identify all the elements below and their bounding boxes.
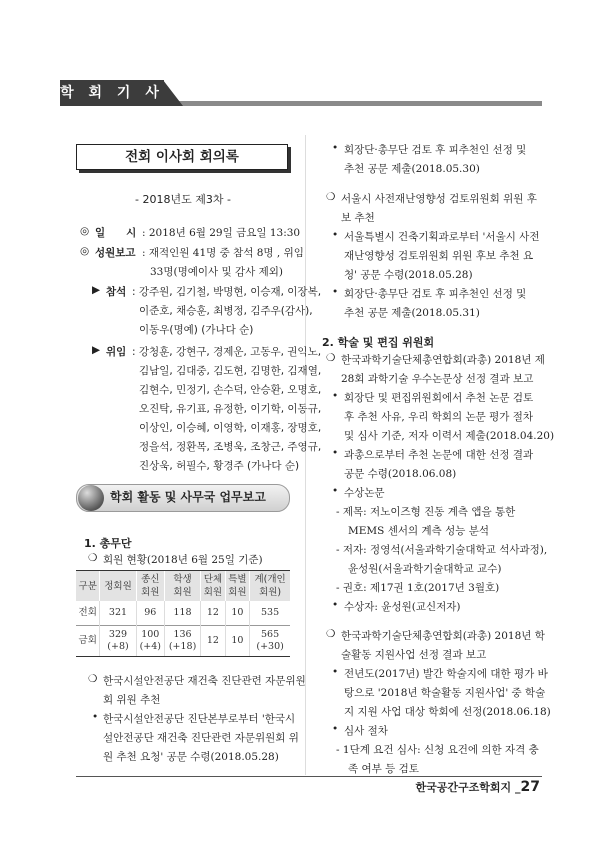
proxy-line: 이상인, 이승혜, 이영학, 이재홍, 장명호,: [139, 422, 322, 434]
table-cell: 118: [165, 601, 201, 626]
sphere-icon: [78, 485, 104, 511]
open-circle-icon: ❍: [326, 628, 336, 640]
date-label: 일 시: [95, 227, 137, 239]
general-heading: 1. 총무단: [84, 537, 132, 550]
table-header: 정회원: [100, 571, 136, 602]
date-value: : 2018년 6월 29일 금요일 13:30: [142, 227, 301, 239]
proxy-line: : 강청훈, 강현구, 경제운, 고동우, 권익노,: [132, 346, 322, 358]
item-text: 술활동 지원사업 선정 결과 보고: [341, 649, 487, 661]
table-header: 계(개인 회원): [250, 571, 290, 602]
table-cell: 12: [201, 601, 226, 626]
item-text: 수상논문: [344, 487, 385, 499]
item-text: 회장단·총무단 검토 후 피추천인 선정 및: [344, 144, 527, 156]
open-circle-icon: ❍: [88, 673, 98, 685]
proxy-label: 위임: [106, 346, 127, 358]
triangle-icon: ▶: [92, 284, 101, 296]
item-text: 공문 수령(2018.06.08): [344, 468, 457, 480]
academic-heading: 2. 학술 및 편집 위원회: [322, 336, 435, 349]
table-cell: 329 (+8): [100, 626, 136, 657]
section-title: 학 회 기 사: [60, 85, 164, 101]
item-text: - 제목: 저노이즈형 진동 계측 앱을 통한: [336, 506, 516, 518]
item-text: 회장단 및 편집위원회에서 추천 논문 검토: [344, 392, 534, 404]
table-cell: 10: [225, 626, 250, 657]
proxy-line: 김현수, 민정기, 손수덕, 안승환, 오명호,: [139, 384, 322, 396]
attend-line: 이동우(명예) (가나다 순): [139, 324, 254, 336]
header-tab-slant: [163, 80, 183, 106]
item-text: 윤성원(서울과학기술대학교 교수): [348, 563, 502, 575]
item-text: 서울특별시 건축기획과로부터 '서울시 사전: [344, 231, 540, 243]
table-cell: 금회: [76, 626, 100, 657]
table-header-row: [76, 571, 290, 602]
table-header: 단체 회원: [201, 571, 226, 602]
item-text: - 저자: 정영석(서울과학기술대학교 석사과정),: [336, 544, 548, 556]
item-text: 수상자: 윤성원(교신저자): [344, 601, 461, 613]
item-text: - 권호: 제17권 1호(2017년 3월호): [336, 582, 500, 594]
item-text: - 1단계 요건 심사: 신청 요건에 의한 자격 충: [336, 744, 539, 756]
item-text: 청' 공문 수령(2018.05.28): [344, 269, 473, 281]
item-text: 족 여부 등 검토: [348, 763, 419, 775]
circle-dot-icon: ◎: [80, 245, 90, 257]
item-text: 지 지원 사업 대상 학회에 선정(2018.06.18): [344, 706, 551, 718]
quorum-label: 성원보고: [95, 247, 136, 259]
article-title: 전회 이사회 회의록: [76, 144, 288, 170]
table-header: 종신 회원: [136, 571, 164, 602]
item-text: 회 위원 추천: [103, 694, 161, 706]
table-header: 특별 회원: [225, 571, 250, 602]
item-text: 및 심사 기준, 저자 이력서 제출(2018.04.20): [344, 430, 555, 442]
item-text: 재난영향성 검토위원회 위원 후보 추천 요: [344, 250, 534, 262]
table-header: 구분: [76, 571, 100, 602]
circle-dot-icon: ◎: [80, 225, 90, 237]
item-text: 서울시 사전재난영향성 검토위원회 위원 후: [341, 193, 537, 205]
item-text: 설안전공단 재건축 진단관련 자문위원회 위: [103, 732, 299, 744]
item-text: 후 추천 사유, 우리 학회의 논문 평가 절차: [344, 411, 533, 423]
item-text: 원 추천 요청' 공문 수령(2018.05.28): [103, 751, 279, 763]
item-text: 한국시설안전공단 재건축 진단관련 자문위원: [103, 675, 306, 687]
item-text: 추천 공문 제출(2018.05.30): [344, 163, 480, 175]
bullet-icon: •: [332, 286, 339, 298]
bullet-icon: •: [332, 666, 339, 678]
attend-line: : 강주원, 김기철, 박명현, 이승재, 이장복,: [132, 286, 322, 298]
bullet-icon: •: [332, 390, 339, 402]
article-subtitle: - 2018년도 제3차 -: [135, 193, 231, 206]
proxy-line: 정을석, 정환목, 조병욱, 조창근, 주영규,: [139, 441, 322, 453]
bullet-icon: •: [332, 485, 339, 497]
table-cell: 100 (+4): [136, 626, 164, 657]
table-cell: 321: [100, 601, 136, 626]
page-number: 27: [520, 779, 540, 795]
attend-line: 이준호, 채승훈, 최병정, 김주우(감사),: [139, 305, 313, 317]
quorum-line-1: : 재적인원 41명 중 참석 8명 , 위임: [142, 247, 304, 259]
item-text: 한국과학기술단체총연합회(과총) 2018년 제: [341, 354, 545, 366]
table-cell: 136 (+18): [165, 626, 201, 657]
table-cell: 535: [250, 601, 290, 626]
bullet-icon: •: [332, 229, 339, 241]
item-text: 회장단·총무단 검토 후 피추천인 선정 및: [344, 288, 527, 300]
bullet-icon: •: [332, 723, 339, 735]
proxy-line: 진상욱, 허필수, 황경주 (가나다 순): [139, 460, 300, 472]
table-cell: 10: [225, 601, 250, 626]
table-cell: 전회: [78, 607, 97, 618]
table-row: [76, 626, 290, 657]
table-row: [76, 601, 290, 626]
footer-rule: [76, 776, 542, 777]
attend-label: 참석: [106, 286, 127, 298]
item-text: 전년도(2017년) 발간 학술지에 대한 평가 바: [344, 668, 548, 680]
open-circle-icon: ❍: [88, 552, 98, 564]
bullet-icon: •: [332, 142, 339, 154]
item-text: 추천 공문 제출(2018.05.31): [344, 307, 480, 319]
item-text: 심사 절차: [344, 725, 388, 737]
proxy-line: 김남일, 김대중, 김도현, 김명한, 김재열,: [139, 365, 322, 377]
item-text: 한국과학기술단체총연합회(과총) 2018년 학: [341, 630, 545, 642]
triangle-icon: ▶: [92, 344, 101, 356]
journal-name: 한국공간구조학회지 _: [415, 781, 521, 794]
item-text: 28회 과학기술 우수논문상 선정 결과 보고: [341, 373, 534, 385]
proxy-line: 오진탁, 유기표, 유정한, 이기학, 이동규,: [139, 403, 322, 415]
table-cell: 565 (+30): [250, 626, 290, 657]
open-circle-icon: ❍: [326, 352, 336, 364]
bullet-icon: •: [332, 599, 339, 611]
item-text: 과총으로부터 추천 논문에 대한 선정 결과: [344, 449, 534, 461]
item-text: MEMS 센서의 계측 성능 분석: [348, 525, 489, 537]
bullet-icon: •: [92, 711, 99, 723]
page-footer: [416, 779, 540, 795]
open-circle-icon: ❍: [326, 191, 336, 203]
table-cell: 12: [201, 626, 226, 657]
quorum-line-2: 33명(명예이사 및 감사 제외): [150, 266, 283, 278]
bullet-icon: •: [332, 447, 339, 459]
item-text: 한국시설안전공단 진단본부로부터 '한국시: [103, 713, 296, 725]
member-status: 회원 현황(2018년 6월 25일 기준): [103, 554, 263, 566]
member-table: [76, 570, 290, 657]
table-cell: 96: [136, 601, 164, 626]
item-text: 탕으로 '2018년 학술활동 지원사업' 중 학술: [344, 687, 546, 699]
section-heading: 학회 활동 및 사무국 업무보고: [110, 490, 266, 504]
table-header: 학생 회원: [165, 571, 201, 602]
item-text: 보 추천: [341, 212, 375, 224]
